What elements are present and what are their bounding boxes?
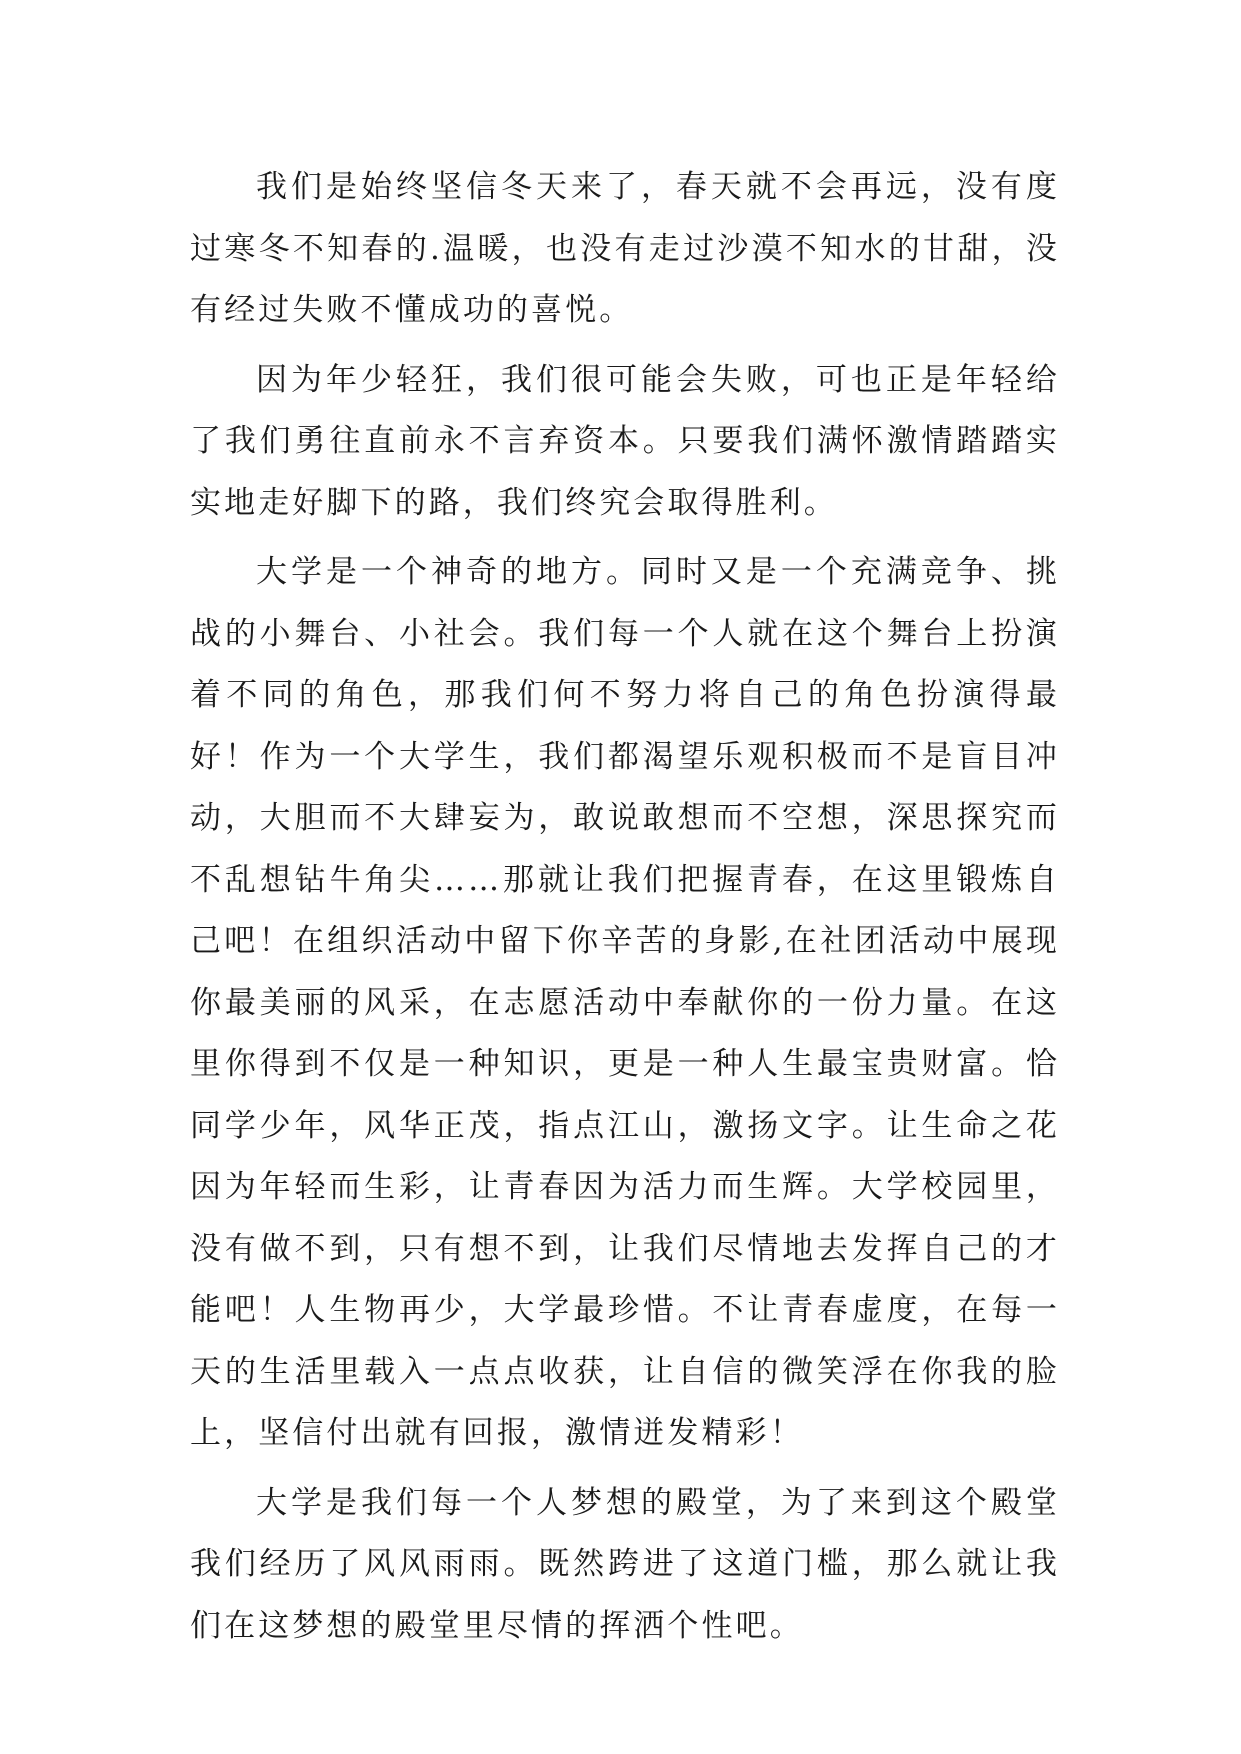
- paragraph-1: 我们是始终坚信冬天来了，春天就不会再远，没有度过寒冬不知春的.温暖，也没有走过沙漠不知水的甘甜，没有经过失败不懂成功的喜悦。: [190, 169, 1060, 328]
- paragraph-2: 因为年少轻狂，我们很可能会失败，可也正是年轻给了我们勇往直前永不言弃资本。只要我们满怀激情踏踏实实地走好脚下的路，我们终究会取得胜利。: [190, 361, 1060, 521]
- paragraph-4: 大学是我们每一个人梦想的殿堂，为了来到这个殿堂我们经历了风风雨雨。既然跨进了这道门槛，那么就让我们在这梦想的殿堂里尽情的挥洒个性吧。: [190, 1484, 1060, 1644]
- document-body: [190, 157, 1060, 1665]
- paragraph-3: 大学是一个神奇的地方。同时又是一个充满竞争、挑战的小舞台、小社会。我们每一个人就在这个舞台上扮演着不同的角色，那我们何不努力将自己的角色扮演得最好！作为一个大学生，我们都渴望乐观积极而不是盲目冲动，大胆而不大肆妄为，敢说敢想而不空想，深思探究而不乱想钻牛角尖……那就让我们把握青春，在这里锻炼自己吧！在组织活动中留下你辛苦的身影,在社团活动中展现你最美丽的风采，在志愿活动中奉献你的一份力量。在这里你得到不仅是一种知识，更是一种人生最宝贵财富。恰同学少年，风华正茂，指点江山，激扬文字。让生命之花因为年轻而生彩，让青春因为活力而生辉。大学校园里，没有做不到，只有想不到，让我们尽情地去发挥自己的才能吧！人生物再少，大学最珍惜。不让青春虚度，在每一天的生活里载入一点点收获，让自信的微笑浮在你我的脸上，坚信付出就有回报，激情迸发精彩！: [190, 554, 1060, 1451]
